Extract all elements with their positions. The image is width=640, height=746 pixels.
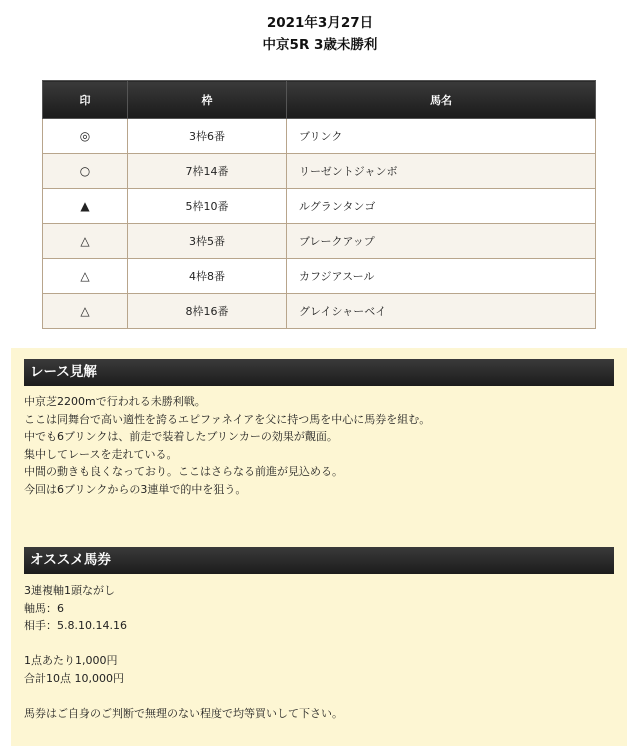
analysis-line: 中間の動きも良くなっており。ここはさらなる前進が見込める。 (24, 465, 343, 478)
table-row (43, 119, 596, 154)
spacer (24, 687, 614, 705)
bet-type: 3連複軸1頭ながし (24, 584, 115, 597)
horse-name-cell: ルグランタンゴ (287, 189, 596, 224)
mark-cell: ▲ (43, 189, 128, 224)
horse-name-cell: ブレークアップ (287, 224, 596, 259)
analysis-line: 中でも6ブリンクは、前走で装着したブリンカーの効果が覿面。 (24, 430, 338, 443)
mark-cell: △ (43, 294, 128, 329)
analysis-line: 中京芝2200mで行われる未勝利戦。 (24, 395, 206, 408)
analysis-body (24, 393, 614, 498)
disclaimer-note: 馬券はご自身のご判断で無理のない程度で均等買いして下さい。 (24, 706, 343, 720)
mark-cell: △ (43, 259, 128, 294)
table-header-row (43, 81, 596, 119)
frame-cell: 8枠16番 (128, 294, 287, 329)
race-header (0, 0, 640, 56)
frame-cell: 4枠8番 (128, 259, 287, 294)
analysis-heading: レース見解 (24, 359, 614, 386)
table-row (43, 224, 596, 259)
frame-cell: 3枠5番 (128, 224, 287, 259)
frame-cell: 7枠14番 (128, 154, 287, 189)
spacer (24, 635, 614, 653)
total-amount: 合計10点 10,000円 (24, 671, 124, 685)
column-header-mark: 印 (43, 81, 128, 119)
horse-name-cell: ブリンク (287, 119, 596, 154)
analysis-line: ここは同舞台で高い適性を誇るエピファネイアを父に持つ馬を中心に馬券を組む。 (24, 412, 431, 426)
table-row (43, 259, 596, 294)
analysis-line: 集中してレースを走れている。 (24, 447, 178, 461)
column-header-horse-name: 馬名 (287, 81, 596, 119)
race-date: 2021年3月27日 (266, 15, 374, 31)
mark-cell: ○ (43, 154, 128, 189)
horse-name-cell: リーゼントジャンボ (287, 154, 596, 189)
horse-name-cell: グレイシャーベイ (287, 294, 596, 329)
frame-cell: 5枠10番 (128, 189, 287, 224)
content-panel (11, 348, 627, 746)
table-row (43, 189, 596, 224)
axis-horse: 軸馬：6 (24, 601, 64, 615)
prediction-table (42, 80, 596, 329)
partner-horses: 相手：5.8.10.14.16 (24, 619, 127, 632)
mark-cell: ◎ (43, 119, 128, 154)
column-header-frame: 枠 (128, 81, 287, 119)
recommend-heading: オススメ馬券 (24, 547, 614, 574)
recommend-body (24, 582, 614, 722)
frame-cell: 3枠6番 (128, 119, 287, 154)
per-point-amount: 1点あたり1,000円 (24, 654, 118, 667)
horse-name-cell: カフジアスール (287, 259, 596, 294)
race-title: 中京5R 3歳未勝利 (262, 37, 378, 53)
analysis-line: 今回は6ブリンクからの3連単で的中を狙う。 (24, 482, 247, 496)
mark-cell: △ (43, 224, 128, 259)
table-row (43, 154, 596, 189)
table-row (43, 294, 596, 329)
